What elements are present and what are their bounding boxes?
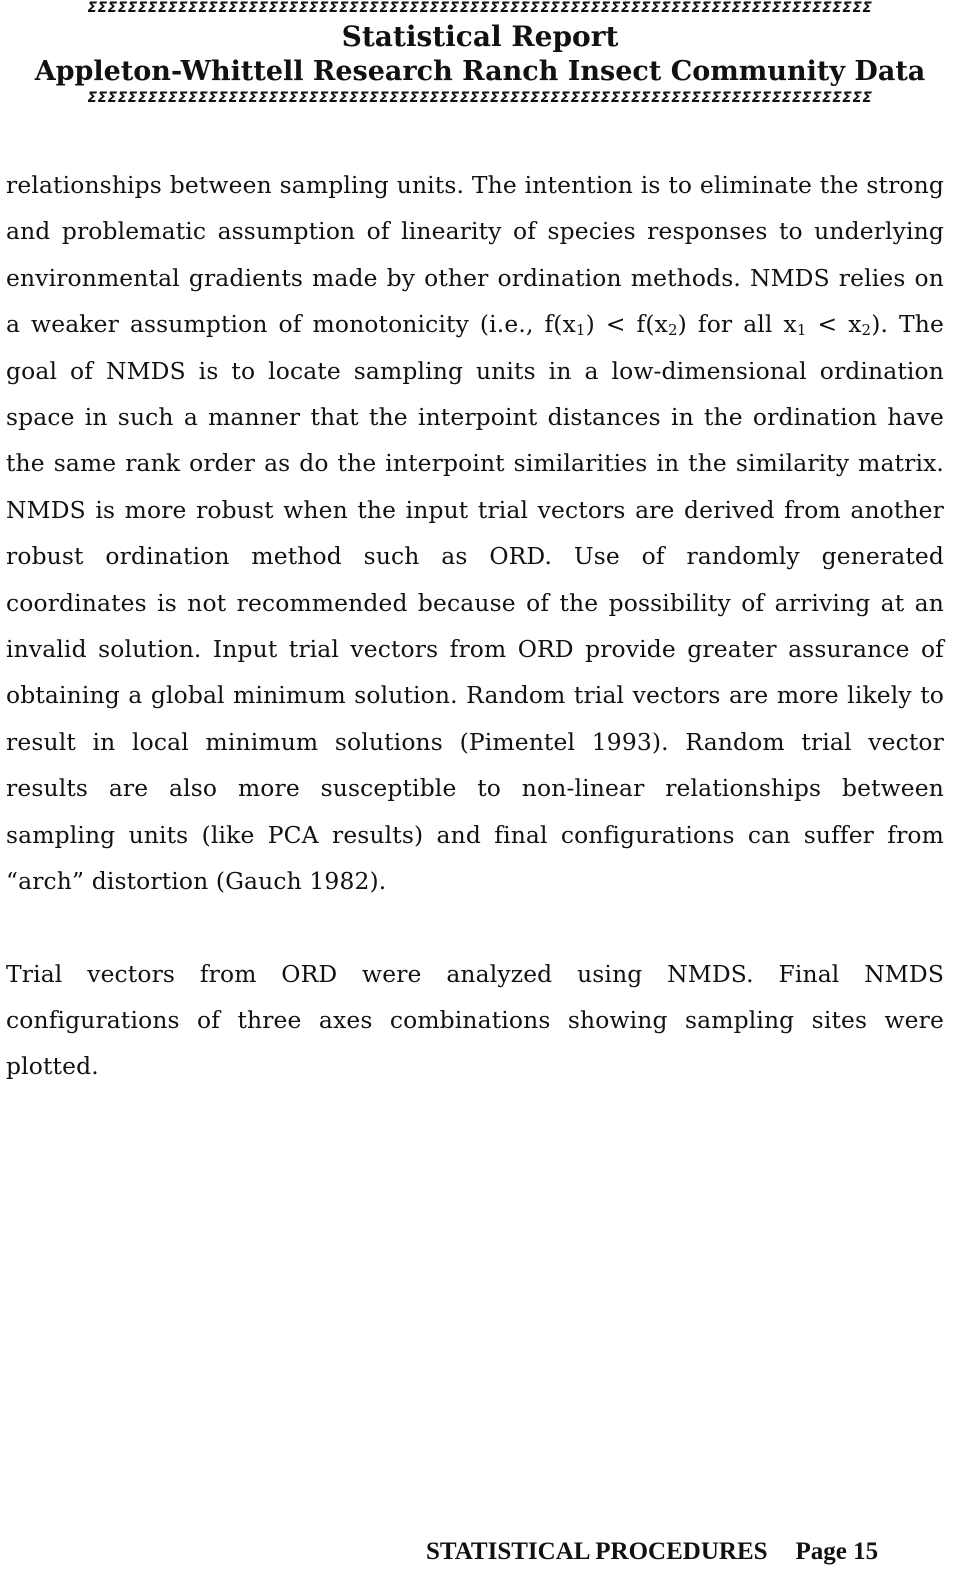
text-run: < x <box>806 310 862 339</box>
page-header <box>0 0 960 106</box>
text-run: ). The goal of NMDS is to locate sampling units in a low-dimensional ordination space in such a manner that the interpoint distances in the ordination have the same rank order as do the interpoint similarities in the similarity matrix. NMDS is more robust when the input trial vectors are derived from another robust ordination method such as ORD. Use of randomly generated coordinates is not recommended because of the possibility of arriving at an invalid solution. Input trial vectors from ORD provide greater assurance of obtaining a global minimum solution. Random trial vectors are more likely to result in local minimum solutions (Pimentel 1993). Random trial vector results are also more susceptible to non-linear relationships between sampling units (like PCA results) and final configurations can suffer from “arch” distortion (Gauch 1982). <box>6 310 945 896</box>
report-title: Statistical Report <box>341 20 619 53</box>
page-footer <box>426 1537 926 1567</box>
header-top-border: ƩƩƩƩƩƩƩƩƩƩƩƩƩƩƩƩƩƩƩƩƩƩƩƩƩƩƩƩƩƩƩƩƩƩƩƩƩƩƩƩƩƩƩƩƩƩƩƩƩƩƩƩƩƩƩƩƩƩƩƩƩƩƩƩƩƩƩƩƩƩƩƩƩƩƩƩƩƩ <box>87 0 873 16</box>
text-run: relationships between sampling units. The intention is to eliminate the strong and problematic assumption of linearity of species responses to underlying environmental gradients made by other ordination methods. NMDS relies on a weaker assumption of monotonicity (i.e., f(x <box>6 171 944 339</box>
subscript: 1 <box>575 321 586 340</box>
paragraph-trial-vectors: Trial vectors from ORD were analyzed using NMDS. Final NMDS configurations of three axes combinations showing sampling sites were plotted. <box>6 959 944 1081</box>
header-bottom-border: ƩƩƩƩƩƩƩƩƩƩƩƩƩƩƩƩƩƩƩƩƩƩƩƩƩƩƩƩƩƩƩƩƩƩƩƩƩƩƩƩƩƩƩƩƩƩƩƩƩƩƩƩƩƩƩƩƩƩƩƩƩƩƩƩƩƩƩƩƩƩƩƩƩƩƩƩƩƩ <box>87 90 873 106</box>
text-run: ) < f(x <box>585 310 668 339</box>
paragraph-nmds-description <box>6 162 944 905</box>
subscript: 2 <box>667 321 678 340</box>
subscript: 1 <box>796 321 807 340</box>
report-subtitle: Appleton-Whittell Research Ranch Insect Community Data <box>34 56 926 87</box>
text-run: ) for all x <box>677 310 797 339</box>
page-number: Page 15 <box>795 1538 879 1565</box>
body-text <box>6 162 944 1090</box>
subscript: 2 <box>861 321 872 340</box>
footer-section: STATISTICAL PROCEDURES <box>426 1538 768 1565</box>
